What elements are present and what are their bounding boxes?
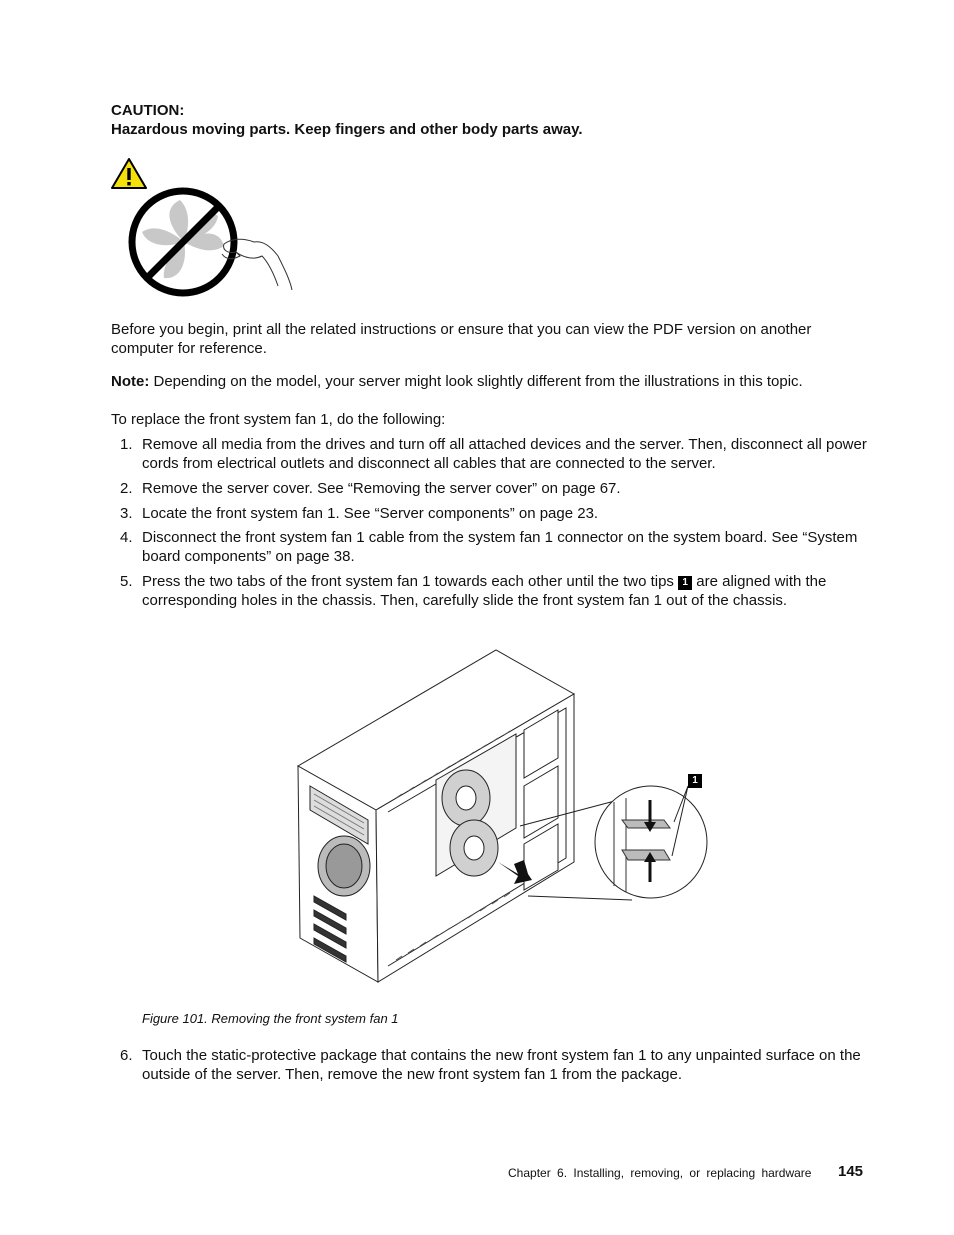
step-text: Locate the front system fan 1. See “Server components” on page 23. xyxy=(142,504,599,522)
lead-paragraph: To replace the front system fan 1, do the following: xyxy=(111,411,446,428)
list-item xyxy=(111,480,871,499)
step-number: 4. xyxy=(120,529,133,546)
note-text: Depending on the model, your server might look slightly different from the illustrations in this topic. xyxy=(149,373,803,390)
note-paragraph xyxy=(111,373,871,392)
note-label: Note: xyxy=(111,373,150,390)
steps-list-continued xyxy=(111,1047,871,1084)
step-text: Touch the static-protective package that contains the new front system fan 1 to any unpainted surface on the outside of the server. Then, remove the new front system fan 1 from the package. xyxy=(142,1047,861,1083)
server-fan-removal-illustration xyxy=(296,648,716,984)
list-item xyxy=(111,505,871,524)
step-text: Remove the server cover. See “Removing the server cover” on page 67. xyxy=(142,480,621,497)
caution-title: CAUTION: xyxy=(111,102,185,119)
figure-caption: Figure 101. Removing the front system fan 1 xyxy=(142,1011,399,1026)
step-text: Disconnect the front system fan 1 cable from the system fan 1 connector on the system board. See “System board components” on page 38. xyxy=(142,529,858,565)
step-text-after: are aligned with the corresponding holes in the chassis. Then, carefully slide the front system fan 1 out of the chassis. xyxy=(142,573,827,609)
page-number: 145 xyxy=(838,1163,864,1180)
step-number: 2. xyxy=(120,480,133,497)
steps-list xyxy=(111,436,871,610)
step-number: 3. xyxy=(120,504,133,522)
list-item xyxy=(111,529,871,566)
caution-block xyxy=(111,101,583,139)
step-text-before: Press the two tabs of the front system fan 1 towards each other until the two tips xyxy=(142,573,679,590)
footer-chapter: Chapter 6. Installing, removing, or replacing hardware xyxy=(508,1166,812,1180)
intro-paragraph: Before you begin, print all the related instructions or ensure that you can view the PDF version on another computer for reference. xyxy=(111,321,812,357)
figure-callout-badge: 1 xyxy=(688,774,702,788)
list-item xyxy=(111,1047,871,1084)
step-number: 5. xyxy=(120,573,133,590)
list-item xyxy=(111,573,871,610)
moving-fan-hazard-icon xyxy=(128,186,298,298)
list-item xyxy=(111,436,871,473)
step-number: 6. xyxy=(120,1047,133,1064)
caution-text: Hazardous moving parts. Keep fingers and other body parts away. xyxy=(111,121,583,138)
step-number: 1. xyxy=(120,436,133,453)
callout-badge: 1 xyxy=(678,576,692,590)
step-text: Remove all media from the drives and turn off all attached devices and the server. Then, disconnect all power cords from electrical outlets and disconnect all cables that are connected to the server. xyxy=(142,436,867,472)
